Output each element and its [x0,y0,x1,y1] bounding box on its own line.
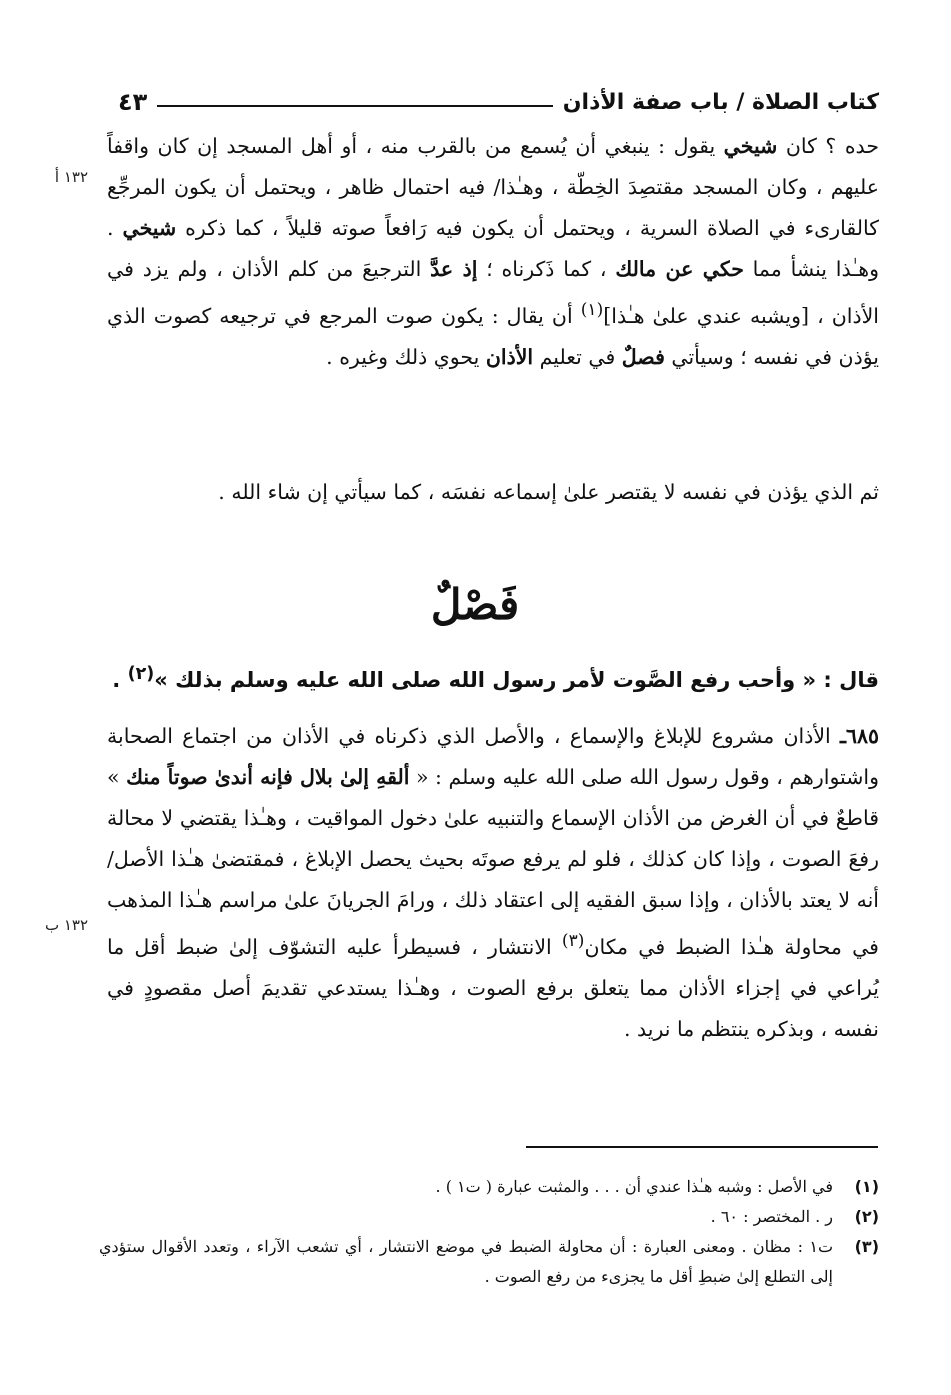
text-run: حده ؟ كان [777,134,879,158]
footnote-separator [526,1146,878,1148]
text-run: الأذان مشروع للإبلاغ والإسماع ، والأصل الذي ذكرناه في الأذان من اجتماع الصحابة واشتوارهم ، وقول رسول الله صلى الله عليه وسلم : « [107,724,880,789]
text-run: الانتشار ، فسيطرأ عليه التشوّف إلىٰ ضبط أقل ما يُراعي في إجزاء الأذان مما يتعلق برفع الصوت ، وهـٰذا يستدعي تقديمَ أصل مقصودٍ في نفسه ، وبذكره ينتظم ما نريد . [107,934,879,1041]
hadith-quote: ألقهِ إلىٰ بلال فإنه أندىٰ صوتاً منك [126,765,410,789]
text-run: الترجيعَ من كلم الأذان ، ولم يزد في الأذان ، [ويشبه عندي علىٰ هـٰذا] [107,257,879,328]
footnote-ref-2: (٢) [127,664,155,684]
margin-folio-132a: ١٣٢ أ [54,168,88,186]
text-run: ، كما ذَكرناه ؛ [477,257,616,281]
text-run: في تعليم [533,344,622,369]
footnote-ref-3: (٣) [561,931,585,951]
running-header [118,82,879,122]
qaal-label: قال [839,668,879,692]
text-run: يقول : ينبغي أن يُسمع من بالقرب منه ، أو أهل المسجد إن كان واقفاً عليهم ، وكان المسجد مقتصِدَ الخِطّة ، وهـٰذا/ فيه احتمال ظاهر ، ويحتمل أن يكون المرجِّع كالقارىء في الصلاة السرية ، ويحتمل أن يكون فيه رَافعاً صوته قليلاً ، كما ذكره [107,134,879,240]
footnote-number: (٣) [854,1237,879,1256]
text-run: أن يقال : يكون صوت المرجع في ترجيعه كصوت الذي يؤذن في نفسه ؛ وسيأتي [107,303,879,369]
bold-run: حكي عن مالك [615,257,744,281]
bold-run: الأذان [485,344,534,369]
footnote-1 [99,1172,879,1202]
header-title: كتاب الصلاة / باب صفة الأذان [562,89,879,115]
page-number: ٤٣ [118,88,148,116]
footnote-number: (١) [854,1177,879,1196]
text-run: يحوي ذلك وغيره . [326,344,486,369]
bold-run: شيخي [723,134,778,158]
text-run: . وهـٰذا ينشأ مما [107,216,879,281]
qaal-end: . [112,668,128,692]
margin-folio-132b: ١٣٢ ب [44,916,88,934]
footnote-number: (٢) [854,1207,879,1226]
quoted-statement [107,652,879,702]
bold-run: إذ عدَّ [430,257,478,281]
bold-run: فصلٌ [621,344,665,369]
paragraph-2: ثم الذي يؤذن في نفسه لا يقتصر علىٰ إسماعه نفسَه ، كما سيأتي إن شاء الله . [218,480,879,504]
footnotes [99,1172,879,1292]
qaal-text: : « وأحب رفع الصَّوت لأمر رسول الله صلى الله عليه وسلم بذلك » [154,668,840,692]
paragraph-1 [107,126,879,378]
footnote-2 [99,1202,879,1232]
section-ornament-fasl [415,570,535,640]
footnote-ref-1: (١) [580,300,604,320]
footnote-3 [99,1232,879,1292]
ornament-text: فَصْلٌ [430,580,520,629]
paragraph-number: ٦٨٥ـ [839,724,879,748]
paragraph-685 [107,716,879,1050]
footnote-text: ت١ : مظان . ومعنى العبارة : أن محاولة الضبط في موضع الانتشار ، أي تشعب الآراء ، وتعدد الأقوال ستؤدي إلى التطلع إلىٰ ضبطِ أقل ما يجزىء من رفع الصوت . [99,1237,833,1286]
bold-run: شيخي [122,216,177,240]
footnote-text: ر . المختصر : ٦٠ . [710,1207,833,1226]
header-rule [157,105,552,107]
footnote-text: في الأصل : وشبه هـٰذا عندي أن . . . والمثبت عبارة ( ت١ ) . [435,1177,833,1196]
text-run: » قاطعٌ في أن الغرض من الأذان الإسماع والتنبيه علىٰ دخول المواقيت ، وهـٰذا يقتضي لا محالة رفعَ الصوت ، وإذا كان كذلك ، فلو لم يرفع صوتَه بحيث يحصل الإبلاغ ، فمقتضىٰ هـٰذا الأصل/ أنه لا يعتد بالأذان ، وإذا سبق الفقيه إلى اعتقاد ذلك ، ورامَ الجريانَ علىٰ مراسم هـٰذا المذهب في محاولة هـٰذا الضبط في مكان [107,765,879,959]
